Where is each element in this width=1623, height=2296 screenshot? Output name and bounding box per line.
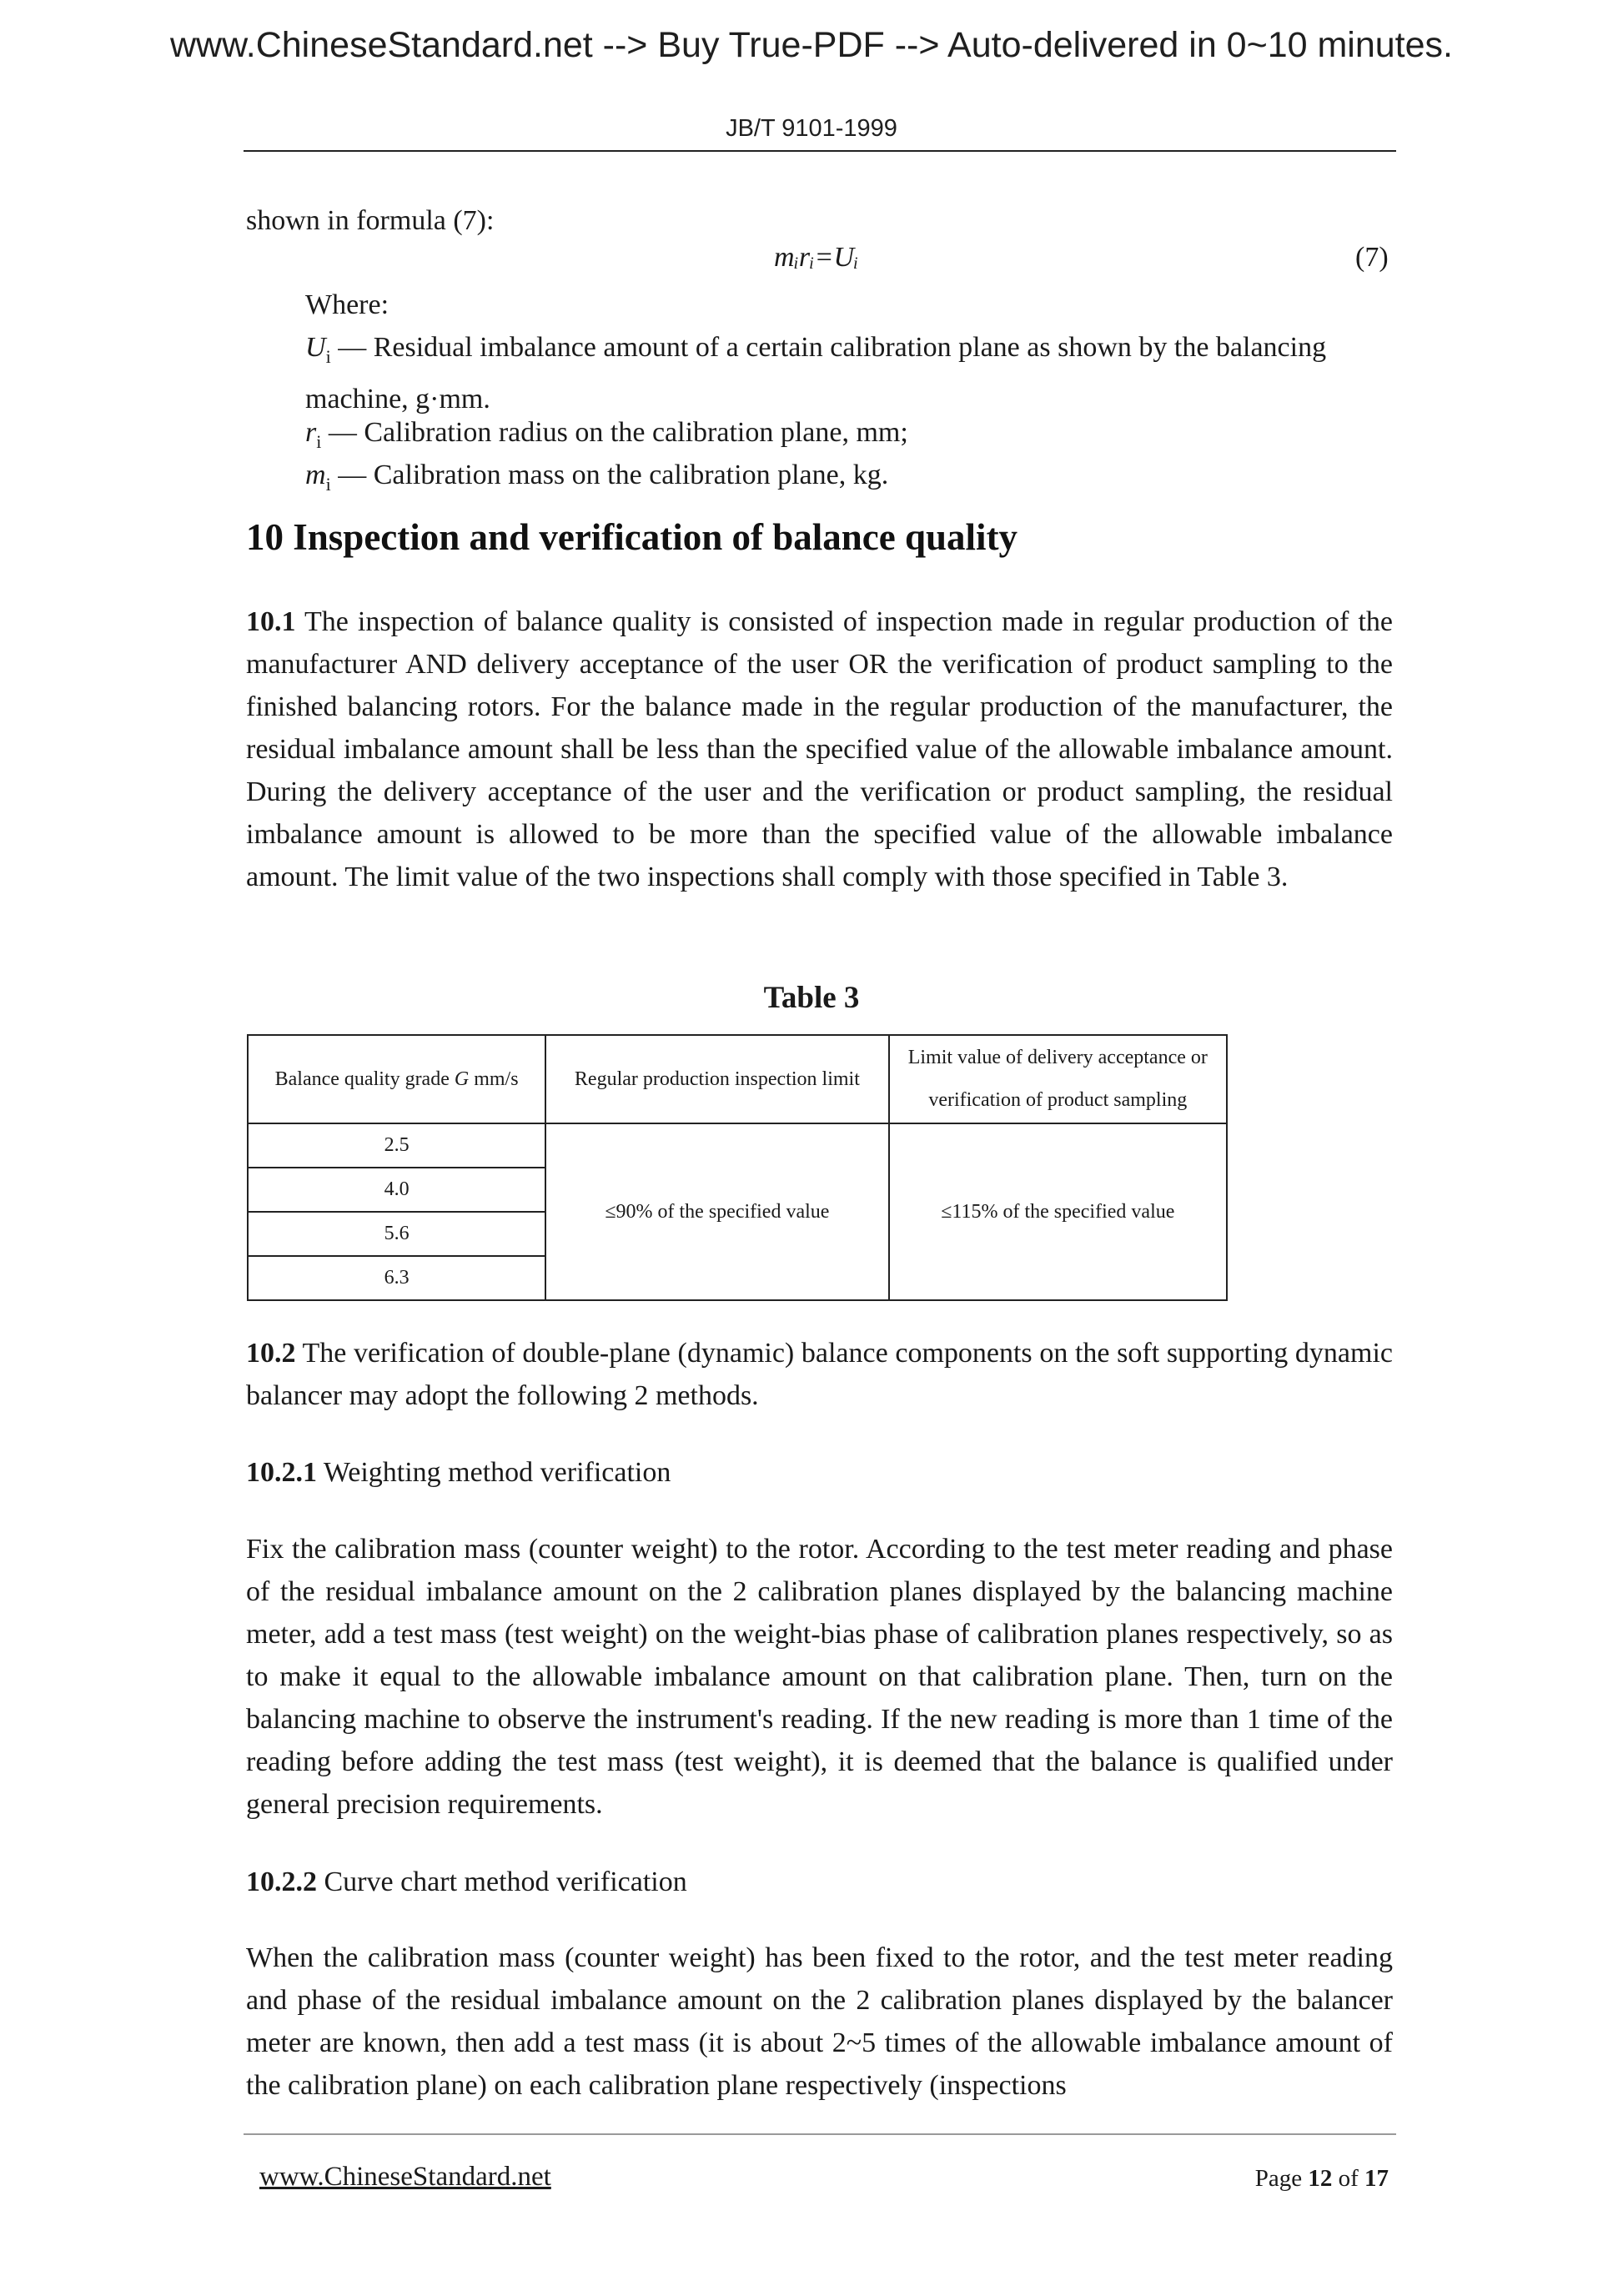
definition-text: — Calibration mass on the calibration plane, kg. [330, 460, 889, 490]
footer-divider [244, 2133, 1396, 2135]
definition-text: — Residual imbalance amount of a certain calibration plane as shown by the balancing machine, g·mm. [305, 332, 1327, 414]
clause-title: Weighting method verification [317, 1457, 671, 1488]
paragraph-10-1 [246, 600, 1393, 898]
table-row [248, 1123, 1227, 1168]
grade-cell: 4.0 [248, 1168, 545, 1212]
header-divider [244, 150, 1396, 152]
header-regular-limit: Regular production inspection limit [545, 1035, 888, 1123]
table-3 [247, 1034, 1228, 1301]
table-title: Table 3 [763, 981, 860, 1015]
header-banner[interactable]: www.ChineseStandard.net --> Buy True-PDF --> Auto-delivered in 0~10 minutes. [169, 25, 1453, 65]
clause-number: 10.2 [246, 1338, 296, 1369]
table-header-row [248, 1035, 1227, 1123]
grade-cell: 6.3 [248, 1256, 545, 1300]
header-acceptance-limit: Limit value of delivery acceptance or verification of product sampling [889, 1035, 1227, 1123]
grade-cell: 2.5 [248, 1123, 545, 1168]
header-quality-grade: Balance quality grade G mm/s [248, 1035, 545, 1123]
paragraph-10-2-2: When the calibration mass (counter weight) has been fixed to the rotor, and the test meter reading and phase of the residual imbalance amount on the 2 calibration planes displayed by the balancer meter are known, then add a test mass (it is about 2~5 times of the allowable imbalance amount of the calibration plane) on each calibration plane respectively (inspections [246, 1942, 1393, 2101]
standard-number: JB/T 9101-1999 [726, 115, 897, 142]
page-indicator: Page 12 of 17 [1254, 2165, 1389, 2192]
clause-number: 10.2.2 [246, 1866, 317, 1897]
definition-subscript: i [316, 430, 322, 452]
clause-number: 10.1 [246, 606, 296, 637]
footer-link[interactable]: www.ChineseStandard.net [259, 2162, 551, 2192]
definition-item [305, 454, 1393, 505]
clause-title: Curve chart method verification [317, 1866, 687, 1897]
clause-10-2-2-heading [246, 1861, 1393, 1903]
where-label: Where: [305, 289, 389, 320]
definition-symbol: m [305, 460, 326, 490]
grade-cell: 5.6 [248, 1212, 545, 1256]
formula-number: (7) [1355, 242, 1389, 273]
paragraph-10-2 [246, 1332, 1393, 1417]
paragraph-10-2-1: Fix the calibration mass (counter weight) to the rotor. According to the test meter reading and phase of the residual imbalance amount on the 2 calibration planes displayed by the balancing machine meter, add a test mass (test weight) on the weight-bias phase of calibration planes respectively, so as to make it equal to the allowable imbalance amount on that calibration plane. Then, turn on the balancing machine to observe the instrument's reading. If the new reading is more than 1 time of the reading before adding the test mass (test weight), it is deemed that the balance is qualified under general precision requirements. [246, 1534, 1393, 1820]
definition-symbol: U [305, 332, 326, 363]
total-pages: 17 [1364, 2165, 1389, 2192]
clause-text: The inspection of balance quality is consisted of inspection made in regular production of the manufacturer AND delivery acceptance of the user OR the verification of product sampling to the finished balancing rotors. For the balance made in the regular production of the manufacturer, the residual imbalance amount shall be less than the specified value of the allowable imbalance amount. During the delivery acceptance of the user and the verification or product sampling, the residual imbalance amount is allowed to be more than the specified value of the allowable imbalance amount. The limit value of the two inspections shall comply with those specified in Table 3. [246, 606, 1393, 892]
acceptance-limit-cell: ≤115% of the specified value [889, 1123, 1227, 1300]
definition-text: — Calibration radius on the calibration plane, mm; [321, 417, 908, 448]
formula-intro: shown in formula (7): [246, 205, 495, 236]
definition-subscript: i [325, 345, 331, 367]
definition-subscript: i [325, 473, 331, 495]
clause-text: The verification of double-plane (dynamic) balance components on the soft supporting dynamic balancer may adopt the following 2 methods. [246, 1338, 1393, 1411]
formula-7: mᵢrᵢ=Uᵢ [774, 242, 859, 273]
definition-symbol: r [305, 417, 317, 448]
section-title: 10 Inspection and verification of balance quality [246, 516, 1018, 558]
current-page: 12 [1308, 2165, 1333, 2192]
clause-number: 10.2.1 [246, 1457, 317, 1488]
regular-limit-cell: ≤90% of the specified value [545, 1123, 888, 1300]
definition-item [305, 326, 1393, 420]
clause-10-2-1-heading [246, 1451, 1393, 1494]
